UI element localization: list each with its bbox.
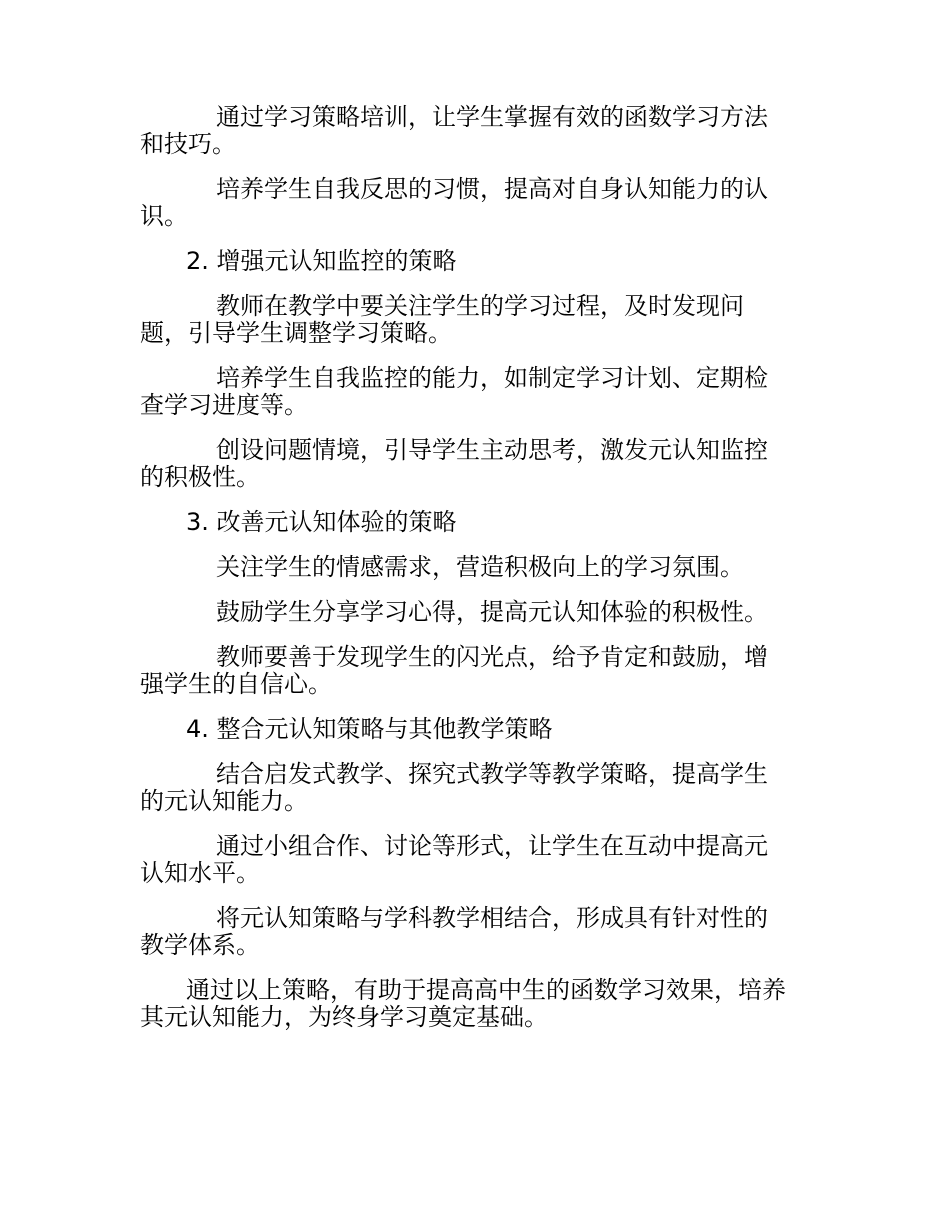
paragraph-line: 将元认知策略与学科教学相结合，形成具有针对性的 bbox=[216, 904, 768, 932]
paragraph-line: 培养学生自我反思的习惯，提高对自身认知能力的认 bbox=[216, 175, 768, 203]
paragraph-line: 培养学生自我监控的能力，如制定学习计划、定期检 bbox=[216, 364, 768, 392]
paragraph bbox=[140, 761, 810, 815]
paragraph-line: 通过以上策略，有助于提高高中生的函数学习效果，培养 bbox=[186, 976, 786, 1004]
paragraph-line: 的元认知能力。 bbox=[140, 787, 308, 815]
paragraph bbox=[140, 977, 810, 1031]
paragraph-line: 通过小组合作、讨论等形式，让学生在互动中提高元 bbox=[216, 832, 768, 860]
paragraph-line: 查学习进度等。 bbox=[140, 391, 308, 419]
paragraph-line: 结合启发式教学、探究式教学等教学策略，提高学生 bbox=[216, 760, 768, 788]
paragraph-line: 认知水平。 bbox=[140, 859, 260, 887]
paragraph bbox=[140, 365, 810, 419]
paragraph-line: 的积极性。 bbox=[140, 463, 260, 491]
paragraph bbox=[140, 293, 810, 347]
paragraph-line: 教师要善于发现学生的闪光点，给予肯定和鼓励，增 bbox=[216, 643, 768, 671]
paragraph bbox=[140, 644, 810, 698]
paragraph-line: 鼓励学生分享学习心得，提高元认知体验的积极性。 bbox=[216, 598, 768, 626]
paragraph-line: 题，引导学生调整学习策略。 bbox=[140, 319, 452, 347]
paragraph bbox=[140, 176, 810, 230]
paragraph bbox=[140, 833, 810, 887]
section-heading: 3. 改善元认知体验的策略 bbox=[186, 508, 457, 536]
paragraph-line: 和技巧。 bbox=[140, 130, 236, 158]
paragraph-line: 通过学习策略培训，让学生掌握有效的函数学习方法 bbox=[216, 103, 768, 131]
paragraph-line: 识。 bbox=[140, 202, 188, 230]
paragraph-line: 教师在教学中要关注学生的学习过程，及时发现问 bbox=[216, 292, 744, 320]
paragraph-line: 教学体系。 bbox=[140, 931, 260, 959]
paragraph bbox=[140, 554, 810, 581]
section-heading: 4. 整合元认知策略与其他教学策略 bbox=[186, 715, 553, 743]
paragraph bbox=[140, 905, 810, 959]
document-body bbox=[140, 104, 810, 1049]
paragraph-line: 创设问题情境，引导学生主动思考，激发元认知监控 bbox=[216, 436, 768, 464]
section-heading: 2. 增强元认知监控的策略 bbox=[186, 247, 457, 275]
paragraph-line: 关注学生的情感需求，营造积极向上的学习氛围。 bbox=[216, 553, 744, 581]
paragraph bbox=[140, 599, 810, 626]
paragraph-line: 其元认知能力，为终身学习奠定基础。 bbox=[140, 1003, 548, 1031]
paragraph bbox=[140, 437, 810, 491]
paragraph bbox=[140, 104, 810, 158]
paragraph-line: 强学生的自信心。 bbox=[140, 670, 332, 698]
